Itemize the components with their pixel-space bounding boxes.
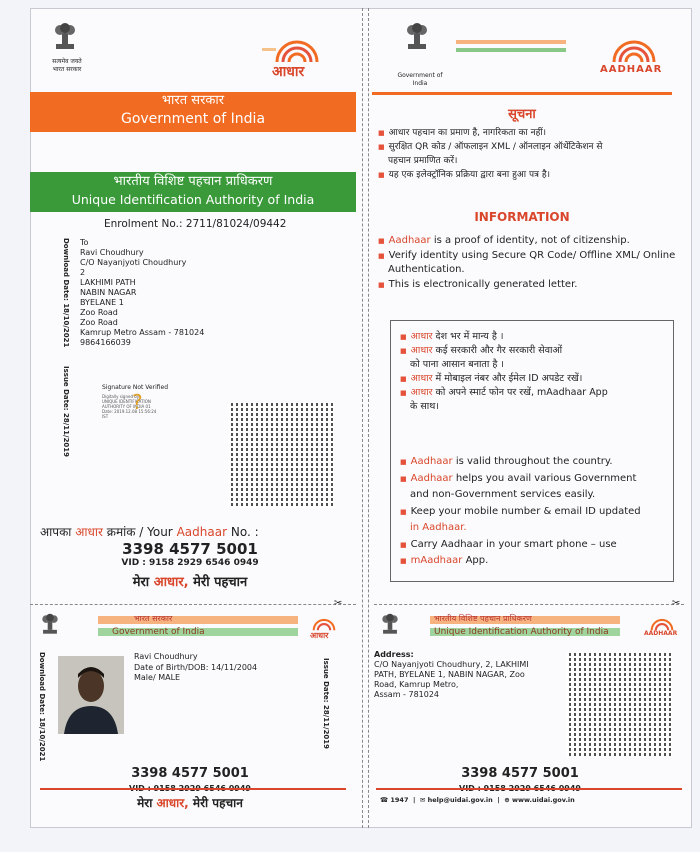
card-logo-text: आधार (310, 631, 329, 640)
info-box-item: ■ Aadhaar is valid throughout the country. (400, 454, 670, 471)
phone-icon: ☎ (380, 796, 389, 804)
card-download-date: Download Date: 18/10/2021 (38, 652, 46, 762)
aadhaar-logo (262, 28, 332, 78)
address-line: NABIN NAGAR (80, 288, 137, 297)
aadhaar-logo (594, 28, 674, 78)
holder-details (134, 652, 257, 684)
info-box-item: ■ आधार में मोबाइल नंबर और ईमेल ID अपडेट रखें। (400, 372, 670, 386)
tricolor-stripe (98, 616, 298, 624)
help-email: help@uidai.gov.in (427, 796, 493, 804)
card-aadhaar-logo (644, 612, 684, 642)
fold-line (362, 8, 363, 828)
signature-line: Digitally signed by (102, 394, 140, 399)
info-box-item: ■ आधार देश भर में मान्य है । (400, 330, 670, 344)
enrolment-number: Enrolment No.: 2711/81024/09442 (104, 218, 287, 230)
signature-block (102, 384, 172, 419)
signature-status: Signature Not Verified (102, 384, 169, 391)
info-box-english (400, 454, 670, 570)
info-item: ■ Aadhaar is a proof of identity, not of citizenship. (378, 234, 678, 249)
card-back-aadhaar-number: 3398 4577 5001 (461, 766, 579, 781)
emblem-label: भारत सरकार (52, 66, 82, 73)
address-line: LAKHIMI PATH (80, 278, 136, 287)
email-icon: ✉ (419, 796, 426, 804)
government-hindi: भारत सरकार (161, 93, 225, 108)
signature-check-icon: ? (132, 390, 143, 414)
info-box-hindi (400, 330, 670, 414)
emblem-caption: सत्यमेव जयते (52, 58, 82, 65)
info-item-cont: Authentication. (388, 264, 465, 275)
address-line: PATH, BYELANE 1, NABIN NAGAR, Zoo (374, 670, 525, 679)
notice-item: पहचान प्रमाणित करें। (388, 156, 458, 166)
address-line: C/O Nayanjyoti Choudhury (80, 258, 187, 267)
signature-line: IST (102, 414, 109, 419)
holder-dob: Date of Birth/DOB: 14/11/2004 (134, 662, 258, 672)
info-box-item: ■ Aadhaar helps you avail various Government (400, 471, 670, 488)
uidai-hindi: भारतीय विशिष्ट पहचान प्राधिकरण (113, 174, 273, 189)
ashoka-emblem-icon (52, 22, 78, 56)
card-uidai-hindi: भारतीय विशिष्ट पहचान प्राधिकरण (434, 614, 532, 623)
info-box-item: in Aadhaar. (410, 522, 467, 533)
address-line: To (80, 238, 89, 247)
card-gov-hindi: भारत सरकार (134, 614, 173, 623)
slogan: मेरा आधार, मेरी पहचान (132, 575, 248, 590)
helpline-number: 1947 (390, 796, 409, 804)
uidai-english: Unique Identification Authority of India (71, 192, 315, 207)
notice-item: ■ यह एक इलेक्ट्रॉनिक प्रक्रिया द्वारा बना हुआ पत्र है। (378, 168, 678, 182)
address-line: Zoo Road (80, 308, 118, 317)
address-line: 9864166039 (80, 338, 131, 347)
notice-title: सूचना (508, 107, 536, 122)
info-item: ■ This is electronically generated letter. (378, 278, 678, 293)
info-box-item: and non-Government services easily. (410, 489, 596, 500)
signature-line: UNIQUE IDENTIFICATION (102, 399, 151, 404)
info-box-item: ■ Carry Aadhaar in your smart phone – use (400, 537, 670, 554)
recipient-address (80, 238, 240, 348)
address-title: Address: (374, 650, 414, 659)
download-date: Download Date: 18/10/2021 (62, 238, 70, 348)
scissors-icon: ✂ (672, 598, 681, 609)
address-line: BYELANE 1 (80, 298, 124, 307)
card-uidai-english: Unique Identification Authority of India (434, 627, 609, 637)
information-title: INFORMATION (474, 210, 570, 224)
ashoka-emblem-icon (40, 612, 60, 640)
holder-photo (58, 656, 124, 734)
government-header-band (30, 92, 356, 132)
holder-name: Ravi Choudhury (134, 652, 198, 661)
qr-code-left (228, 402, 334, 508)
aadhaar-fingerprint-icon (262, 28, 332, 64)
address-line: 2 (80, 268, 86, 277)
card-back-red-rule (376, 788, 682, 790)
info-box-item: ■ आधार को अपने स्मार्ट फोन पर रखें, mAadhaar App (400, 386, 670, 400)
address-line: C/O Nayanjyoti Choudhury, 2, LAKHIMI (374, 660, 529, 669)
cut-line (30, 604, 356, 605)
aadhaar-logo-text: आधार (272, 64, 305, 80)
aadhaar-fingerprint-icon (594, 28, 674, 64)
aadhaar-fingerprint-icon (306, 612, 342, 632)
emblem-caption: Government of India (397, 72, 443, 87)
issue-date: Issue Date: 28/11/2019 (62, 366, 70, 458)
address-line: Ravi Choudhury (80, 248, 144, 257)
your-aadhaar-no-label: आपका आधार क्रमांक / Your Aadhaar No. : (40, 525, 259, 539)
address-line: Road, Kamrup Metro, (374, 680, 459, 689)
tricolor-stripe (456, 40, 566, 44)
holder-gender: Male/ MALE (134, 673, 181, 682)
website: www.uidai.gov.in (511, 796, 575, 804)
address-line: Kamrup Metro Assam - 781024 (80, 328, 205, 337)
aadhaar-number: 3398 4577 5001 (122, 540, 258, 558)
contact-footer: ☎ 1947 | ✉ help@uidai.gov.in | ⊕ www.uidai.gov.in (380, 796, 575, 804)
signature-line: Date: 2019.12.08 15:56:24 (102, 409, 157, 414)
info-box-item: के साथ। (410, 401, 439, 412)
card-aadhaar-number: 3398 4577 5001 (131, 766, 249, 781)
notice-item: ■ सुरक्षित QR कोड / ऑफलाइन XML / ऑनलाइन ऑथेंटिकेशन से (378, 140, 678, 154)
scissors-icon: ✂ (334, 598, 343, 609)
card-gov-english: Government of India (112, 627, 205, 637)
orange-rule (372, 92, 672, 95)
info-box-item: को पाना आसान बनाता है । (410, 359, 504, 370)
uidai-header-band (30, 172, 356, 212)
cut-line (374, 604, 684, 605)
address-line: Zoo Road (80, 318, 118, 327)
signature-line: AUTHORITY OF INDIA 01 (102, 404, 151, 409)
aadhaar-logo-text: AADHAAR (600, 64, 663, 75)
card-logo-text: AADHAAR (644, 630, 678, 637)
card-aadhaar-logo (306, 612, 342, 642)
notice-item: ■ आधार पहचान का प्रमाण है, नागरिकता का नहीं। (378, 126, 678, 140)
info-item: ■ Verify identity using Secure QR Code/ Offline XML/ Online (378, 249, 678, 264)
information-list (378, 234, 678, 292)
card-address (374, 650, 554, 700)
card-issue-date: Issue Date: 28/11/2019 (322, 658, 330, 750)
ashoka-emblem-icon (380, 612, 400, 640)
tricolor-stripe (456, 48, 566, 52)
card-red-rule (40, 788, 346, 790)
fold-line (368, 8, 369, 828)
web-icon: ⊕ (504, 796, 510, 804)
aadhaar-fingerprint-icon (644, 612, 680, 632)
info-box-item: ■ Keep your mobile number & email ID updated (400, 504, 670, 521)
address-line: Assam - 781024 (374, 690, 440, 699)
qr-code-card (566, 652, 672, 758)
government-english: Government of India (120, 111, 266, 127)
card-slogan: मेरा आधार, मेरी पहचान (137, 796, 243, 810)
ashoka-emblem-icon (404, 22, 430, 56)
info-box-item: ■ आधार कई सरकारी और गैर सरकारी सेवाओं (400, 344, 670, 358)
info-box-item: ■ mAadhaar App. (400, 553, 670, 570)
vid-number: VID : 9158 2929 6546 0949 (121, 558, 259, 568)
notice-list (378, 126, 678, 182)
